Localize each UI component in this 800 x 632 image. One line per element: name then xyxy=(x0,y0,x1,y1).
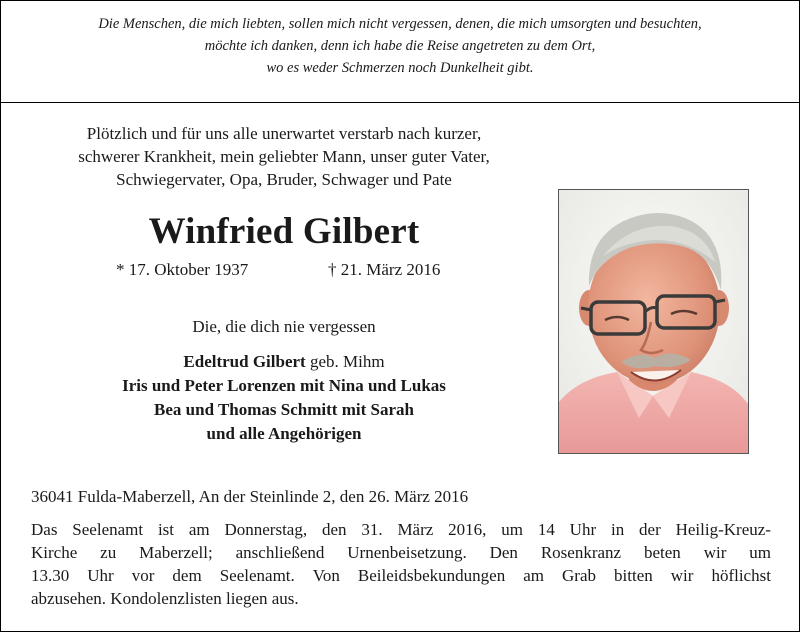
motto-quote xyxy=(1,13,799,79)
mourner-spouse-name: Edeltrud Gilbert xyxy=(183,352,306,371)
death-date: † 21. März 2016 xyxy=(328,260,441,279)
motto-line: wo es weder Schmerzen noch Dunkelheit gibt. xyxy=(266,60,534,76)
mourner-line: Bea und Thomas Schmitt mit Sarah xyxy=(154,400,414,419)
mourners-intro: Die, die dich nie vergessen xyxy=(192,317,376,336)
mourner-line: und alle Angehörigen xyxy=(206,424,362,443)
intro-line: schwerer Krankheit, mein geliebter Mann, unser guter Vater, xyxy=(78,147,490,166)
intro-text xyxy=(1,122,567,191)
mourner-line xyxy=(1,350,567,374)
details-line: abzusehen. Kondolenzlisten liegen aus. xyxy=(31,589,299,608)
mourner-spouse-maiden: geb. Mihm xyxy=(309,352,385,371)
address-date-line: 36041 Fulda-Maberzell, An der Steinlinde 2, den 26. März 2016 xyxy=(31,487,469,506)
mourners-list xyxy=(1,350,567,446)
portrait-icon xyxy=(559,190,748,453)
motto-line: möchte ich danken, denn ich habe die Reise angetreten zu dem Ort, xyxy=(204,38,596,54)
intro-line: Schwiegervater, Opa, Bruder, Schwager und Pate xyxy=(116,170,452,189)
birth-date: * 17. Oktober 1937 xyxy=(116,260,249,279)
details-line: Das Seelenamt ist am Donnerstag, den 31. März 2016, um 14 Uhr in der Heilig-Kreuz- xyxy=(31,520,771,539)
details-line: Kirche zu Maberzell; anschließend Urnenbeisetzung. Den Rosenkranz beten wir um xyxy=(31,543,771,562)
divider-line xyxy=(1,102,799,103)
mourner-line: Iris und Peter Lorenzen mit Nina und Lukas xyxy=(122,376,446,395)
motto-line: Die Menschen, die mich liebten, sollen mich nicht vergessen, denen, die mich umsorgten und besuchten, xyxy=(98,16,702,32)
deceased-name: Winfried Gilbert xyxy=(148,211,420,252)
details-line: 13.30 Uhr vor dem Seelenamt. Von Beileidsbekundungen am Grab bitten wir höflichst xyxy=(31,566,771,585)
intro-line: Plötzlich und für uns alle unerwartet verstarb nach kurzer, xyxy=(86,124,482,143)
portrait-photo xyxy=(558,189,749,454)
service-details xyxy=(31,518,771,610)
